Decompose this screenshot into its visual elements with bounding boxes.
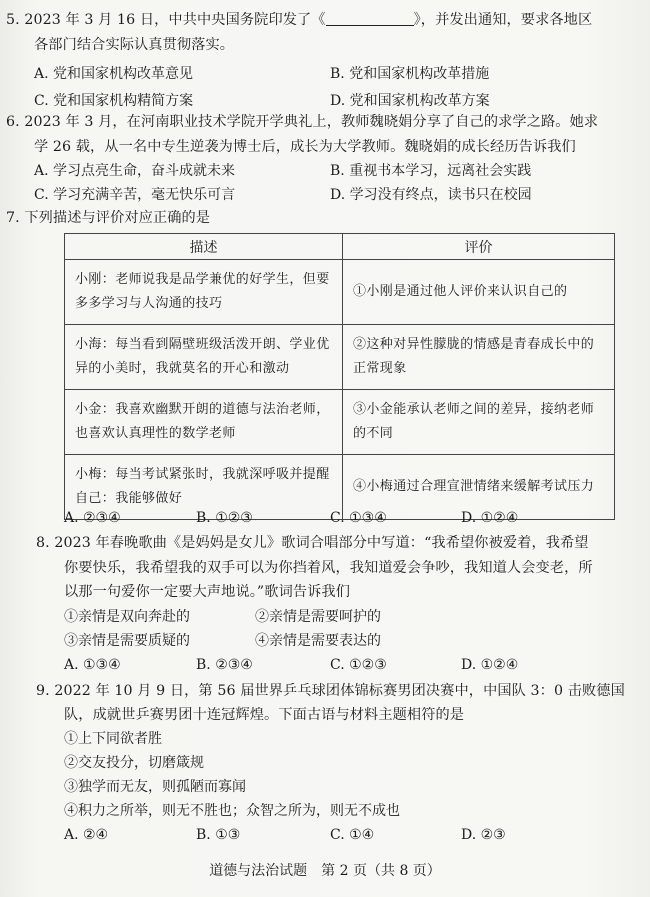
table-row (65, 260, 615, 325)
q5-blank (326, 11, 414, 26)
q5-option-a: A. 党和国家机构改革意见 (34, 66, 194, 82)
q6-option-b: B. 重视书本学习，远离社会实践 (330, 163, 532, 179)
q6-option-d: D. 学习没有终点，读书只在校园 (330, 187, 532, 203)
q7-stem: 7. 下列描述与评价对应正确的是 (6, 210, 211, 226)
q7-option-a: A. ②③④ (64, 510, 121, 526)
q7-row1-evaluation: ①小刚是通过他人评价来认识自己的 (353, 284, 568, 299)
q5-option-d: D. 党和国家机构改革方案 (330, 93, 490, 109)
q7-row3-description: 小金：我喜欢幽默开朗的道德与法治老师，也喜欢认真理性的数学老师 (75, 402, 330, 441)
q9-option-b: B. ①③ (196, 827, 241, 843)
q7-row1-description: 小刚：老师说我是品学兼优的好学生，但要多多学习与人沟通的技巧 (75, 272, 330, 311)
q7-row2-description: 小海：每当看到隔壁班级活泼开朗、学业优异的小美时，我就莫名的开心和激动 (75, 337, 330, 376)
page-footer: 道德与法治试题 第 2 页（共 8 页） (209, 863, 441, 879)
q8-stem-line2: 你要快乐，我希望我的双手可以为你挡着风，我知道爱会争吵，我知道人会变老，所 (64, 560, 593, 576)
q9-option-d: D. ②③ (461, 827, 506, 843)
q7-table-header-description: 描述 (65, 234, 343, 260)
q7-row3-evaluation: ③小金能承认老师之间的差异，接纳老师的不同 (353, 402, 595, 441)
q9-option-c: C. ①④ (330, 827, 375, 843)
q9-statement-1: ①上下同欲者胜 (64, 731, 162, 747)
q5-stem-line1: 5. 2023 年 3 月 16 日，中共中央国务院印发了《 》，并发出通知，要求各地区 (6, 12, 593, 28)
q7-row2-evaluation: ②这种对异性朦胧的情感是青春成长中的正常现象 (353, 337, 595, 376)
q6-option-a: A. 学习点亮生命，奋斗成就未来 (34, 163, 236, 179)
q5-option-c: C. 党和国家机构精简方案 (34, 93, 194, 109)
q5-option-b: B. 党和国家机构改革措施 (330, 66, 490, 82)
q9-statement-4: ④积力之所举，则无不胜也；众智之所为，则无不成也 (64, 803, 400, 819)
q7-option-d: D. ①②④ (461, 510, 519, 526)
q7-option-b: B. ①②③ (196, 510, 253, 526)
table-row (65, 325, 615, 390)
q9-statement-3: ③独学而无友，则孤陋而寡闻 (64, 779, 246, 795)
q6-option-c: C. 学习充满辛苦，毫无快乐可言 (34, 187, 236, 203)
q9-stem-line1: 9. 2022 年 10 月 9 日，第 56 届世界乒乓球团体锦标赛男团决赛中，中国队 3：0 击败德国 (36, 683, 625, 699)
q7-option-c: C. ①③④ (330, 510, 387, 526)
q9-statement-2: ②交友投分，切磨箴规 (64, 755, 204, 771)
q6-stem-line2: 学 26 载，从一名中专生逆袭为博士后，成长为大学教师。魏晓娟的成长经历告诉我们 (34, 139, 576, 155)
q7-row4-description: 小梅：每当考试紧张时，我就深呼吸并提醒自己：我能够做好 (75, 467, 330, 506)
q6-stem-line1: 6. 2023 年 3 月，在河南职业技术学院开学典礼上，教师魏晓娟分享了自己的求学之路。她求 (6, 114, 599, 130)
q8-statement-2: ②亲情是需要呵护的 (255, 609, 381, 625)
q9-option-a: A. ②④ (64, 827, 109, 843)
q8-option-c: C. ①②③ (330, 657, 387, 673)
q5-stem-line2: 各部门结合实际认真贯彻落实。 (34, 37, 235, 53)
q8-stem-line1: 8. 2023 年春晚歌曲《是妈妈是女儿》歌词合唱部分中写道：“我希望你被爱着，我希望 (36, 535, 589, 551)
q7-table-header-evaluation: 评价 (343, 234, 615, 260)
q7-row4-evaluation: ④小梅通过合理宣泄情绪来缓解考试压力 (353, 479, 595, 494)
q7-table (64, 233, 615, 520)
q8-statement-4: ④亲情是需要表达的 (255, 633, 381, 649)
q8-option-a: A. ①③④ (64, 657, 121, 673)
q8-statement-3: ③亲情是需要质疑的 (64, 633, 190, 649)
q8-stem-line3: 以那一句爱你一定要大声地说。”歌词告诉我们 (64, 584, 351, 600)
q9-stem-line2: 队，成就世乒赛男团十连冠辉煌。下面古语与材料主题相符的是 (64, 707, 465, 723)
q8-option-d: D. ①②④ (461, 657, 519, 673)
q8-statement-1: ①亲情是双向奔赴的 (64, 609, 190, 625)
q8-option-b: B. ②③④ (196, 657, 253, 673)
table-row (65, 390, 615, 455)
